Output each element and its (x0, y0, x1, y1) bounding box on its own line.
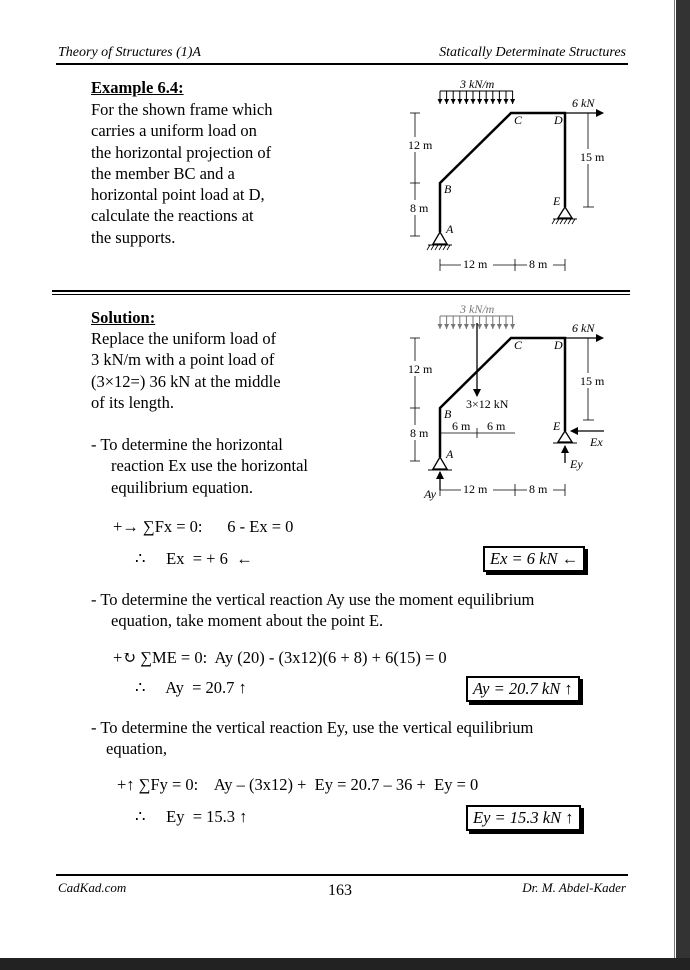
footer-left: CadKad.com (58, 880, 127, 895)
example-line: the supports. (91, 227, 176, 247)
solution-line: Replace the uniform load of (91, 329, 277, 348)
header-rule (56, 63, 628, 65)
node-a: A (446, 222, 454, 236)
frame-diagram-problem (400, 74, 625, 274)
example-line: carries a uniform load on (91, 121, 257, 141)
header-left: Theory of Structures (1)A (58, 45, 201, 60)
node-a-2: A (446, 447, 454, 461)
equation-sum-me: +↻ ∑ME = 0: Ay (20) - (3x12)(6 + 8) + 6(15) = 0 (113, 648, 447, 667)
point-load-label: 6 kN (572, 96, 595, 110)
solution-title: Solution: (91, 308, 156, 327)
node-d: D (554, 113, 563, 127)
dim-15m-vertical: 15 m (580, 150, 605, 164)
solution-line: of its length. (91, 392, 174, 412)
page-right-border (674, 0, 675, 958)
step3-paragraph (91, 717, 611, 760)
dim-15m-vertical-2: 15 m (580, 374, 605, 388)
node-e: E (553, 194, 561, 208)
node-b: B (444, 182, 452, 196)
resultant-label: 3×12 kN (466, 397, 509, 411)
footer-right: Dr. M. Abdel-Kader (522, 880, 626, 895)
answer-box-ay: Ay = 20.7 kN ↑ (466, 676, 580, 702)
example-line: horizontal point load at D, (91, 185, 265, 205)
reaction-ay: Ay (424, 487, 436, 501)
load-label: 3 kN/m (460, 77, 495, 91)
point-load-label-2: 6 kN (572, 321, 595, 335)
page-bottom-shadow (0, 958, 690, 970)
example-line: For the shown frame which (91, 100, 273, 119)
node-c-2: C (514, 338, 523, 352)
dim-12m-horizontal-2: 12 m (463, 482, 488, 496)
equation-sum-fy: +↑ ∑Fy = 0: Ay – (3x12) + Ey = 20.7 – 36 + Ey = 0 (117, 775, 479, 794)
dim-12m-vertical-2: 12 m (408, 362, 433, 376)
step2-line: equation, take moment about the point E. (111, 611, 384, 631)
dim-12m-vertical: 12 m (408, 138, 433, 152)
section-rule-bottom (52, 294, 630, 295)
equation-sum-fx: +→ ∑Fx = 0: 6 - Ex = 0 (113, 517, 294, 536)
solution-paragraph (91, 328, 307, 413)
frame-diagram-solution (400, 300, 625, 505)
example-line: the horizontal projection of (91, 142, 272, 162)
step2-paragraph (91, 589, 601, 632)
header-right: Statically Determinate Structures (439, 45, 626, 60)
dim-8m-vertical-2: 8 m (410, 426, 429, 440)
step1-line: - To determine the horizontal (91, 435, 283, 454)
page-number: 163 (328, 882, 352, 899)
dim-8m-horizontal-2: 8 m (529, 482, 548, 496)
answer-box-ey: Ey = 15.3 kN ↑ (466, 805, 581, 831)
reaction-ey: Ey (570, 457, 583, 471)
solution-line: (3×12=) 36 kN at the middle (91, 371, 281, 391)
result-ey: ∴ Ey = 15.3 ↑ (135, 807, 248, 826)
step1-paragraph (91, 434, 351, 498)
step3-line: - To determine the vertical reaction Ey, use the vertical equilibrium (91, 718, 534, 737)
result-ay: ∴ Ay = 20.7 ↑ (135, 678, 247, 697)
half-dim-left: 6 m (452, 419, 471, 433)
result-ex: ∴ Ex = + 6 ← (135, 549, 253, 568)
dim-12m-horizontal: 12 m (463, 257, 488, 271)
load-label-grey: 3 kN/m (460, 302, 495, 316)
example-line: the member BC and a (91, 163, 235, 183)
step1-line: reaction Ex use the horizontal (111, 456, 309, 476)
footer-rule (56, 874, 628, 876)
node-d-2: D (554, 338, 563, 352)
node-e-2: E (553, 419, 561, 433)
step2-line: - To determine the vertical reaction Ay use the moment equilibrium (91, 590, 535, 609)
example-title: Example 6.4: (91, 78, 184, 97)
step3-line: equation, (106, 739, 167, 759)
page-right-shadow (676, 0, 690, 970)
node-c: C (514, 113, 523, 127)
half-dim-right: 6 m (487, 419, 506, 433)
step1-line: equilibrium equation. (111, 477, 254, 497)
dim-8m-horizontal: 8 m (529, 257, 548, 271)
section-rule-top (52, 290, 630, 292)
solution-line: 3 kN/m with a point load of (91, 350, 275, 370)
example-line: calculate the reactions at (91, 206, 254, 226)
example-paragraph (91, 99, 297, 248)
dim-8m-vertical: 8 m (410, 201, 429, 215)
answer-box-ex: Ex = 6 kN ← (483, 546, 585, 572)
node-b-2: B (444, 407, 452, 421)
reaction-ex: Ex (590, 435, 603, 449)
